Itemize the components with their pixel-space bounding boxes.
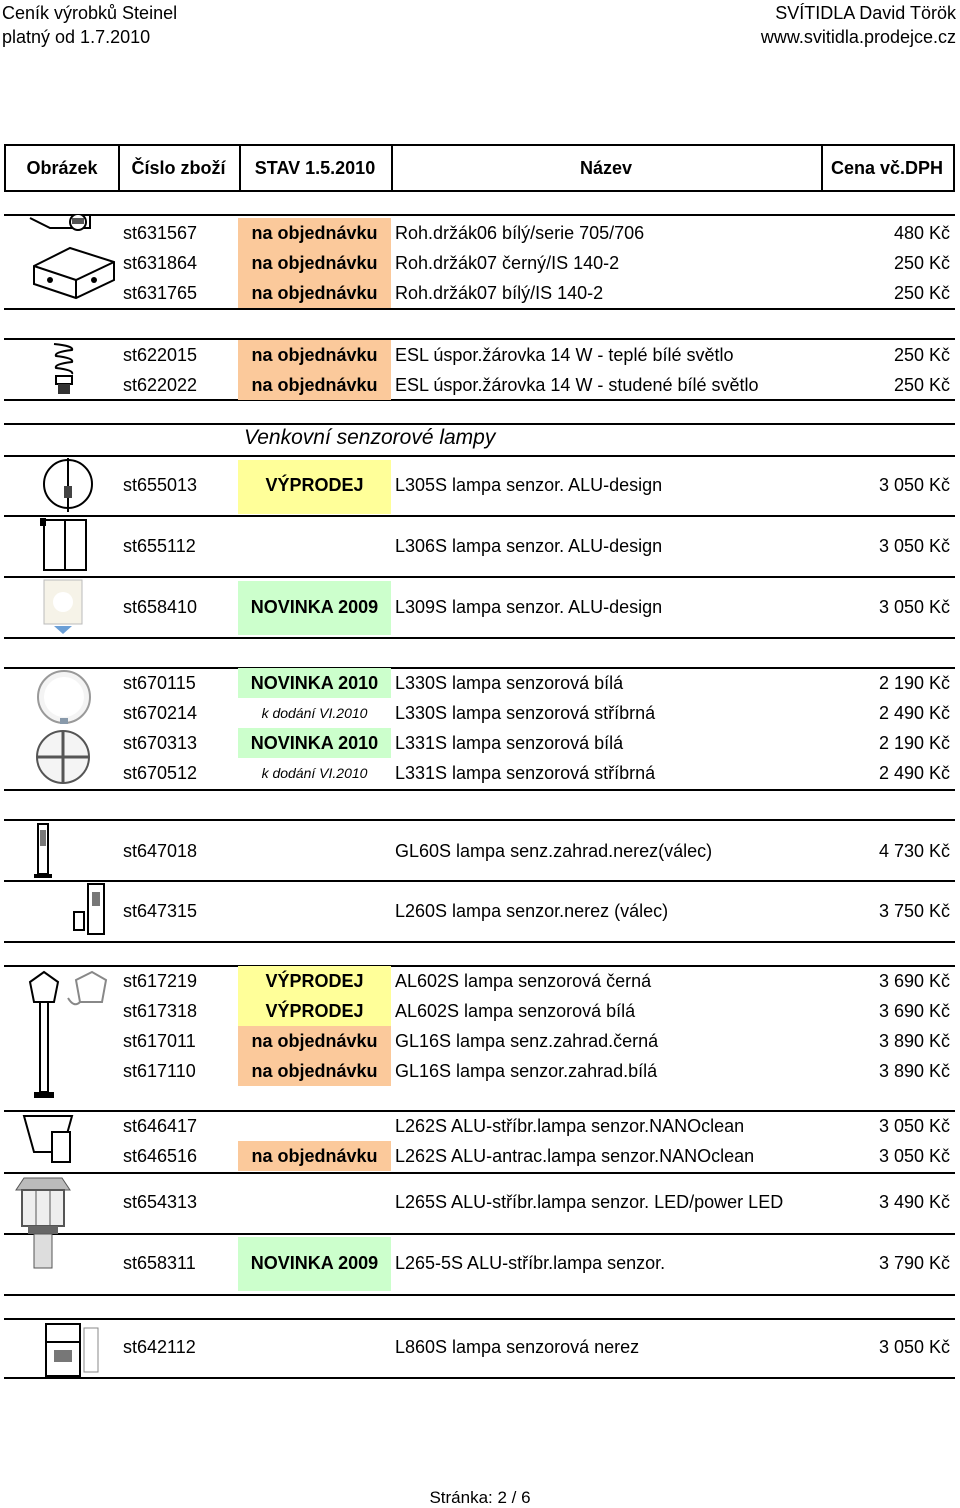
valid-from: platný od 1.7.2010	[2, 27, 151, 47]
status-badge: VÝPRODEJ	[238, 996, 391, 1026]
status-badge: VÝPRODEJ	[238, 966, 391, 996]
product-name: ESL úspor.žárovka 14 W - teplé bílé světlo	[395, 345, 734, 365]
status-badge: na objednávku	[238, 370, 391, 400]
product-price: 3 050 Kč	[878, 1146, 950, 1166]
group-divider	[4, 1172, 955, 1174]
lamp-l330s-icon	[34, 668, 94, 726]
status-badge: NOVINKA 2010	[238, 668, 391, 698]
product-code: st670115	[123, 673, 196, 693]
product-price: 3 050 Kč	[878, 536, 950, 556]
product-code: st646516	[123, 1146, 198, 1166]
status-badge: NOVINKA 2009	[238, 581, 391, 635]
lamp-l306s-icon	[38, 516, 92, 574]
column-header-price: Cena vč.DPH	[830, 158, 944, 178]
group-divider	[4, 515, 955, 517]
product-price: 250 Kč	[893, 253, 950, 273]
group-divider	[4, 1233, 955, 1235]
lamp-l260s-icon	[70, 882, 110, 938]
product-code: st658311	[123, 1253, 196, 1273]
product-price: 4 730 Kč	[878, 841, 950, 861]
product-code: st617110	[123, 1061, 196, 1081]
column-header-code: Číslo zboží	[131, 158, 226, 178]
product-price: 3 490 Kč	[878, 1192, 950, 1212]
product-price: 250 Kč	[893, 345, 950, 365]
product-name: L262S ALU-antrac.lampa senzor.NANOclean	[395, 1146, 755, 1166]
product-price: 3 690 Kč	[878, 971, 950, 991]
status-badge: na objednávku	[238, 1141, 391, 1171]
energy-saving-bulb-icon	[44, 340, 84, 398]
product-code: st647315	[123, 901, 198, 921]
product-name: L330S lampa senzorová stříbrná	[395, 703, 656, 723]
group-divider	[4, 789, 955, 791]
group-divider	[4, 576, 955, 578]
lamp-al602s-lantern-icon	[20, 968, 110, 1100]
product-code: st622022	[123, 375, 198, 395]
company-website[interactable]: www.svitidla.prodejce.cz	[760, 27, 956, 47]
product-code: st654313	[123, 1192, 198, 1212]
delivery-note: k dodání VI.2010	[261, 765, 368, 781]
product-code: st655112	[123, 536, 196, 556]
lamp-l331s-icon	[32, 728, 94, 786]
product-price: 3 890 Kč	[878, 1031, 950, 1051]
product-code: st646417	[123, 1116, 198, 1136]
product-name: L265S ALU-stříbr.lampa senzor. LED/power LED	[395, 1192, 784, 1212]
corner-bracket-box-icon	[30, 244, 116, 300]
product-code: st631567	[123, 223, 198, 243]
lamp-l305s-icon	[40, 456, 96, 514]
group-divider	[4, 214, 955, 216]
product-price: 3 050 Kč	[878, 1337, 950, 1357]
lamp-l265s-icon	[8, 1176, 78, 1272]
product-code: st647018	[123, 841, 198, 861]
product-price: 3 690 Kč	[878, 1001, 950, 1021]
product-code: st670512	[123, 763, 198, 783]
product-name: Roh.držák06 bílý/serie 705/706	[395, 223, 645, 243]
product-code: st631765	[123, 283, 198, 303]
product-name: L309S lampa senzor. ALU-design	[395, 597, 663, 617]
product-name: GL16S lampa senz.zahrad.černá	[395, 1031, 659, 1051]
product-price: 2 490 Kč	[878, 703, 950, 723]
product-name: L262S ALU-stříbr.lampa senzor.NANOclean	[395, 1116, 745, 1136]
group-divider	[4, 308, 955, 310]
product-name: GL60S lampa senz.zahrad.nerez(válec)	[395, 841, 713, 861]
product-code: st670214	[123, 703, 198, 723]
product-name: L306S lampa senzor. ALU-design	[395, 536, 663, 556]
group-divider	[4, 941, 955, 943]
product-name: L305S lampa senzor. ALU-design	[395, 475, 663, 495]
product-price: 3 050 Kč	[878, 475, 950, 495]
product-price: 250 Kč	[893, 375, 950, 395]
page-number: Stránka: 2 / 6	[429, 1488, 531, 1507]
column-header-image: Obrázek	[26, 158, 98, 178]
product-code: st617318	[123, 1001, 198, 1021]
group-divider	[4, 1318, 955, 1320]
status-badge: na objednávku	[238, 218, 391, 248]
product-price: 480 Kč	[893, 223, 950, 243]
product-name: AL602S lampa senzorová bílá	[395, 1001, 636, 1021]
product-code: st670313	[123, 733, 198, 753]
product-price: 3 890 Kč	[878, 1061, 950, 1081]
group-divider	[4, 637, 955, 639]
product-price: 3 050 Kč	[878, 597, 950, 617]
delivery-note: k dodání VI.2010	[261, 705, 368, 721]
product-code: st617011	[123, 1031, 196, 1051]
lamp-l309s-icon	[36, 578, 90, 636]
lamp-gl60s-bollard-icon	[30, 822, 56, 880]
product-code: st617219	[123, 971, 198, 991]
product-price: 2 190 Kč	[878, 733, 950, 753]
product-name: L331S lampa senzorová bílá	[395, 733, 624, 753]
product-name: GL16S lampa senzor.zahrad.bílá	[395, 1061, 658, 1081]
product-code: st655013	[123, 475, 198, 495]
product-name: L260S lampa senzor.nerez (válec)	[395, 901, 669, 921]
status-badge: NOVINKA 2010	[238, 728, 391, 758]
product-price: 250 Kč	[893, 283, 950, 303]
product-price: 3 750 Kč	[878, 901, 950, 921]
group-divider	[4, 1294, 955, 1296]
company-name: SVÍTIDLA David Török	[775, 3, 956, 23]
group-divider	[4, 423, 955, 425]
document-title: Ceník výrobků Steinel	[2, 3, 178, 23]
product-code: st631864	[123, 253, 198, 273]
group-divider	[4, 455, 955, 457]
status-badge: NOVINKA 2009	[238, 1237, 391, 1291]
group-divider	[4, 1377, 955, 1379]
product-name: ESL úspor.žárovka 14 W - studené bílé světlo	[395, 375, 759, 395]
product-price: 2 190 Kč	[878, 673, 950, 693]
lamp-l262s-icon	[16, 1112, 80, 1170]
product-price: 2 490 Kč	[878, 763, 950, 783]
product-name: Roh.držák07 černý/IS 140-2	[395, 253, 620, 273]
lamp-l860s-icon	[40, 1322, 102, 1378]
category-heading: Venkovní senzorové lampy	[244, 426, 496, 449]
column-header-name: Název	[579, 158, 633, 178]
group-divider	[4, 819, 955, 821]
status-badge: VÝPRODEJ	[238, 460, 391, 514]
product-price: 3 790 Kč	[878, 1253, 950, 1273]
product-price: 3 050 Kč	[878, 1116, 950, 1136]
status-badge: na objednávku	[238, 340, 391, 370]
product-name: L330S lampa senzorová bílá	[395, 673, 624, 693]
product-name: L265-5S ALU-stříbr.lampa senzor.	[395, 1253, 666, 1273]
column-header-status: STAV 1.5.2010	[254, 158, 376, 178]
status-badge: na objednávku	[238, 278, 391, 308]
group-divider	[4, 880, 955, 882]
status-badge: na objednávku	[238, 1026, 391, 1056]
product-code: st622015	[123, 345, 198, 365]
status-badge: na objednávku	[238, 1056, 391, 1086]
corner-bracket-round-icon	[28, 214, 92, 240]
product-name: L860S lampa senzorová nerez	[395, 1337, 640, 1357]
product-name: L331S lampa senzorová stříbrná	[395, 763, 656, 783]
status-badge: na objednávku	[238, 248, 391, 278]
product-name: AL602S lampa senzorová černá	[395, 971, 652, 991]
product-code: st658410	[123, 597, 198, 617]
product-name: Roh.držák07 bílý/IS 140-2	[395, 283, 604, 303]
product-code: st642112	[123, 1337, 196, 1357]
